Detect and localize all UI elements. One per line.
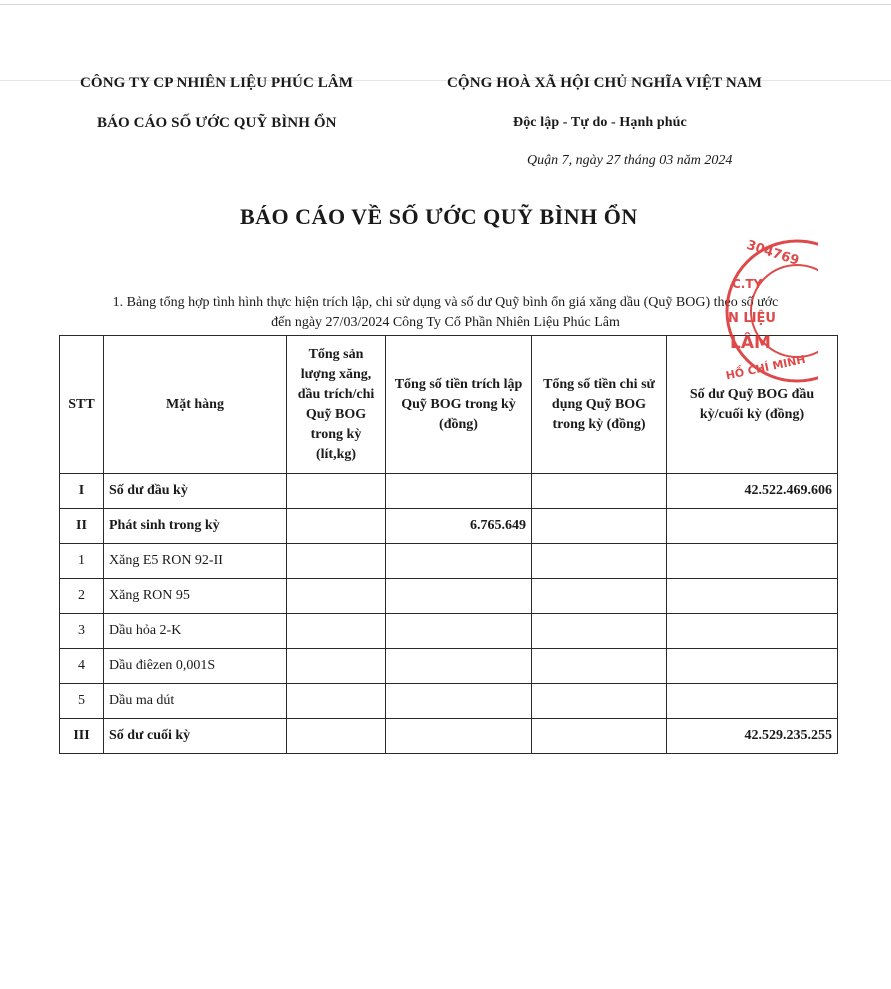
row-volume <box>287 474 386 509</box>
row-stt: 4 <box>60 649 104 684</box>
row-item: Số dư đầu kỳ <box>104 474 287 509</box>
table-row <box>60 614 838 649</box>
row-volume <box>287 684 386 719</box>
header-appropriation: Tổng số tiền trích lập Quỹ BOG trong kỳ (đồng) <box>386 336 532 474</box>
table-row <box>60 684 838 719</box>
row-stt: 1 <box>60 544 104 579</box>
motto: Độc lập - Tự do - Hạnh phúc <box>513 115 687 130</box>
row-usage <box>532 544 667 579</box>
intro-line-1: 1. Bảng tổng hợp tình hình thực hiện trích lập, chi sử dụng và số dư Quỹ bình ổn giá xăng dầu (Quỹ BOG) theo số ước <box>112 295 779 310</box>
row-stt: II <box>60 509 104 544</box>
row-usage <box>532 474 667 509</box>
row-volume <box>287 649 386 684</box>
row-stt: 5 <box>60 684 104 719</box>
table-row <box>60 509 838 544</box>
row-stt: I <box>60 474 104 509</box>
svg-text:LÂM: LÂM <box>730 333 771 353</box>
row-appropriation <box>386 719 532 754</box>
row-volume <box>287 544 386 579</box>
row-item: Dầu điêzen 0,001S <box>104 649 287 684</box>
row-appropriation: 6.765.649 <box>386 509 532 544</box>
row-stt: 3 <box>60 614 104 649</box>
row-volume <box>287 614 386 649</box>
company-seal <box>722 236 818 386</box>
row-appropriation <box>386 474 532 509</box>
row-item: Dầu hỏa 2-K <box>104 614 287 649</box>
report-name: BÁO CÁO SỐ ƯỚC QUỸ BÌNH ỔN <box>97 115 337 131</box>
intro-line-2: đến ngày 27/03/2024 Công Ty Cổ Phần Nhiên Liệu Phúc Lâm <box>271 315 620 330</box>
row-appropriation <box>386 649 532 684</box>
row-usage <box>532 509 667 544</box>
row-balance: 42.522.469.606 <box>667 474 838 509</box>
table-row <box>60 649 838 684</box>
row-item: Xăng E5 RON 92-II <box>104 544 287 579</box>
row-appropriation <box>386 544 532 579</box>
header-balance: Số dư Quỹ BOG đầu kỳ/cuối kỳ (đồng) <box>667 336 838 474</box>
header-usage: Tổng số tiền chi sử dụng Quỹ BOG trong kỳ (đồng) <box>532 336 667 474</box>
header-stt: STT <box>60 336 104 474</box>
row-item: Phát sinh trong kỳ <box>104 509 287 544</box>
row-volume <box>287 579 386 614</box>
table-row <box>60 544 838 579</box>
place-date: Quận 7, ngày 27 tháng 03 năm 2024 <box>527 153 733 168</box>
table-row <box>60 719 838 754</box>
row-item: Dầu ma dút <box>104 684 287 719</box>
table-row <box>60 579 838 614</box>
row-balance <box>667 684 838 719</box>
table-row <box>60 474 838 509</box>
row-usage <box>532 719 667 754</box>
row-usage <box>532 579 667 614</box>
scan-edge-line <box>0 4 891 5</box>
row-balance <box>667 614 838 649</box>
row-balance <box>667 509 838 544</box>
row-volume <box>287 509 386 544</box>
row-appropriation <box>386 579 532 614</box>
svg-text:304769: 304769 <box>744 237 801 269</box>
row-balance <box>667 544 838 579</box>
svg-text:N LIỆU: N LIỆU <box>728 311 776 326</box>
bog-summary-table <box>59 335 838 754</box>
row-usage <box>532 614 667 649</box>
row-item: Số dư cuối kỳ <box>104 719 287 754</box>
row-volume <box>287 719 386 754</box>
row-balance <box>667 649 838 684</box>
row-appropriation <box>386 614 532 649</box>
svg-text:HỒ CHÍ MINH: HỒ CHÍ MINH <box>724 352 807 383</box>
row-usage <box>532 684 667 719</box>
row-usage <box>532 649 667 684</box>
row-stt: 2 <box>60 579 104 614</box>
row-balance: 42.529.235.255 <box>667 719 838 754</box>
header-item: Mặt hàng <box>104 336 287 474</box>
page-title: BÁO CÁO VỀ SỐ ƯỚC QUỸ BÌNH ỔN <box>240 204 638 229</box>
row-appropriation <box>386 684 532 719</box>
svg-text:C.TY: C.TY <box>732 277 763 291</box>
table-header-row <box>60 336 838 474</box>
header-volume: Tổng sản lượng xăng, dầu trích/chi Quỹ BOG trong kỳ (lít,kg) <box>287 336 386 474</box>
country-name: CỘNG HOÀ XÃ HỘI CHỦ NGHĨA VIỆT NAM <box>447 75 762 91</box>
row-item: Xăng RON 95 <box>104 579 287 614</box>
row-balance <box>667 579 838 614</box>
company-name: CÔNG TY CP NHIÊN LIỆU PHÚC LÂM <box>80 75 354 91</box>
row-stt: III <box>60 719 104 754</box>
